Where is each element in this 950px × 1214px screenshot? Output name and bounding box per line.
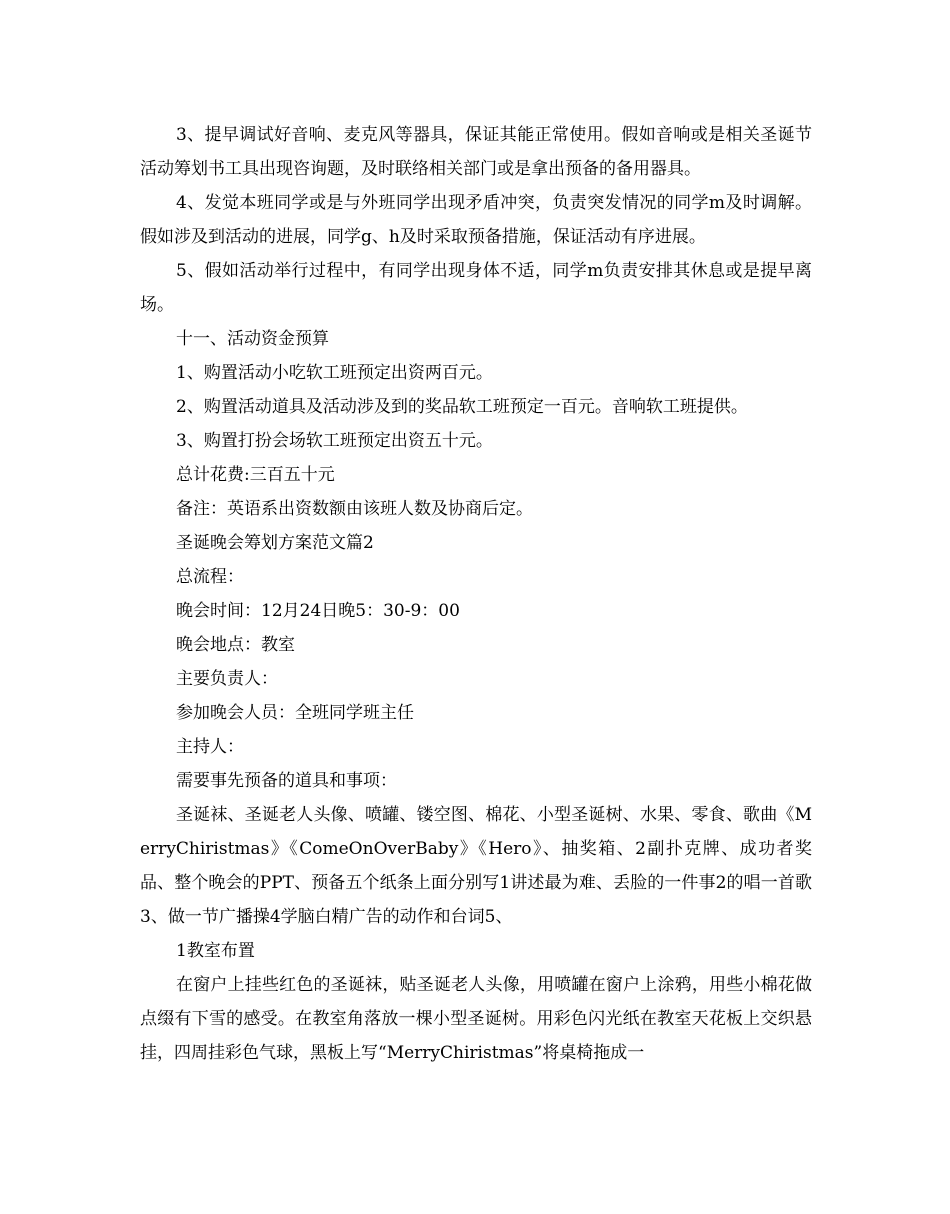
main-organizer: 主要负责人：	[176, 669, 278, 689]
budget-total: 总计花费:三百五十元	[176, 465, 335, 485]
article-title-2: 圣诞晚会筹划方案范文篇2	[176, 533, 374, 553]
party-location: 晚会地点：教室	[176, 635, 295, 655]
paragraph-conflict-handling: 4、发觉本班同学或是与外班同学出现矛盾冲突，负责突发情况的同学m及时调解。假如涉及到活动的进展，同学g、h及时采取预备措施，保证活动有序进展。	[140, 193, 812, 247]
participants: 参加晚会人员：全班同学班主任	[176, 703, 414, 723]
budget-item-props: 2、购置活动道具及活动涉及到的奖品软工班预定一百元。音响软工班提供。	[176, 397, 748, 417]
section-heading-budget: 十一、活动资金预算	[176, 329, 329, 349]
general-process-label: 总流程：	[176, 567, 244, 587]
props-list: 圣诞袜、圣诞老人头像、喷罐、镂空图、棉花、小型圣诞树、水果、零食、歌曲《MerryChiristmas》《ComeOnOverBaby》《Hero》、抽奖箱、2副扑克牌、成功者奖品、整个晚会的PPT、预备五个纸条上面分别写1讲述最为难、丢脸的一件事2的唱一首歌3、做一节广播操4学脑白精广告的动作和台词5、	[140, 805, 812, 927]
paragraph-health-issue: 5、假如活动举行过程中，有同学出现身体不适，同学m负责安排其休息或是提早离场。	[140, 261, 812, 315]
classroom-layout-heading: 1教室布置	[176, 941, 255, 961]
props-heading: 需要事先预备的道具和事项：	[176, 771, 397, 791]
classroom-layout-description: 在窗户上挂些红色的圣诞袜，贴圣诞老人头像，用喷罐在窗户上涂鸦，用些小棉花做点缀有下雪的感受。在教室角落放一棵小型圣诞树。用彩色闪光纸在教室天花板上交织悬挂，四周挂彩色气球，黑板上写“MerryChiristmas”将桌椅拖成一	[140, 975, 812, 1063]
host: 主持人：	[176, 737, 244, 757]
party-time: 晚会时间：12月24日晚5：30-9：00	[176, 601, 460, 621]
document-body	[140, 118, 812, 1070]
budget-item-snacks: 1、购置活动小吃软工班预定出资两百元。	[176, 363, 493, 383]
budget-note: 备注：英语系出资数额由该班人数及协商后定。	[176, 499, 533, 519]
budget-item-decoration: 3、购置打扮会场软工班预定出资五十元。	[176, 431, 493, 451]
paragraph-equipment-check: 3、提早调试好音响、麦克风等器具，保证其能正常使用。假如音响或是相关圣诞节活动筹划书工具出现咨询题，及时联络相关部门或是拿出预备的备用器具。	[140, 125, 812, 179]
